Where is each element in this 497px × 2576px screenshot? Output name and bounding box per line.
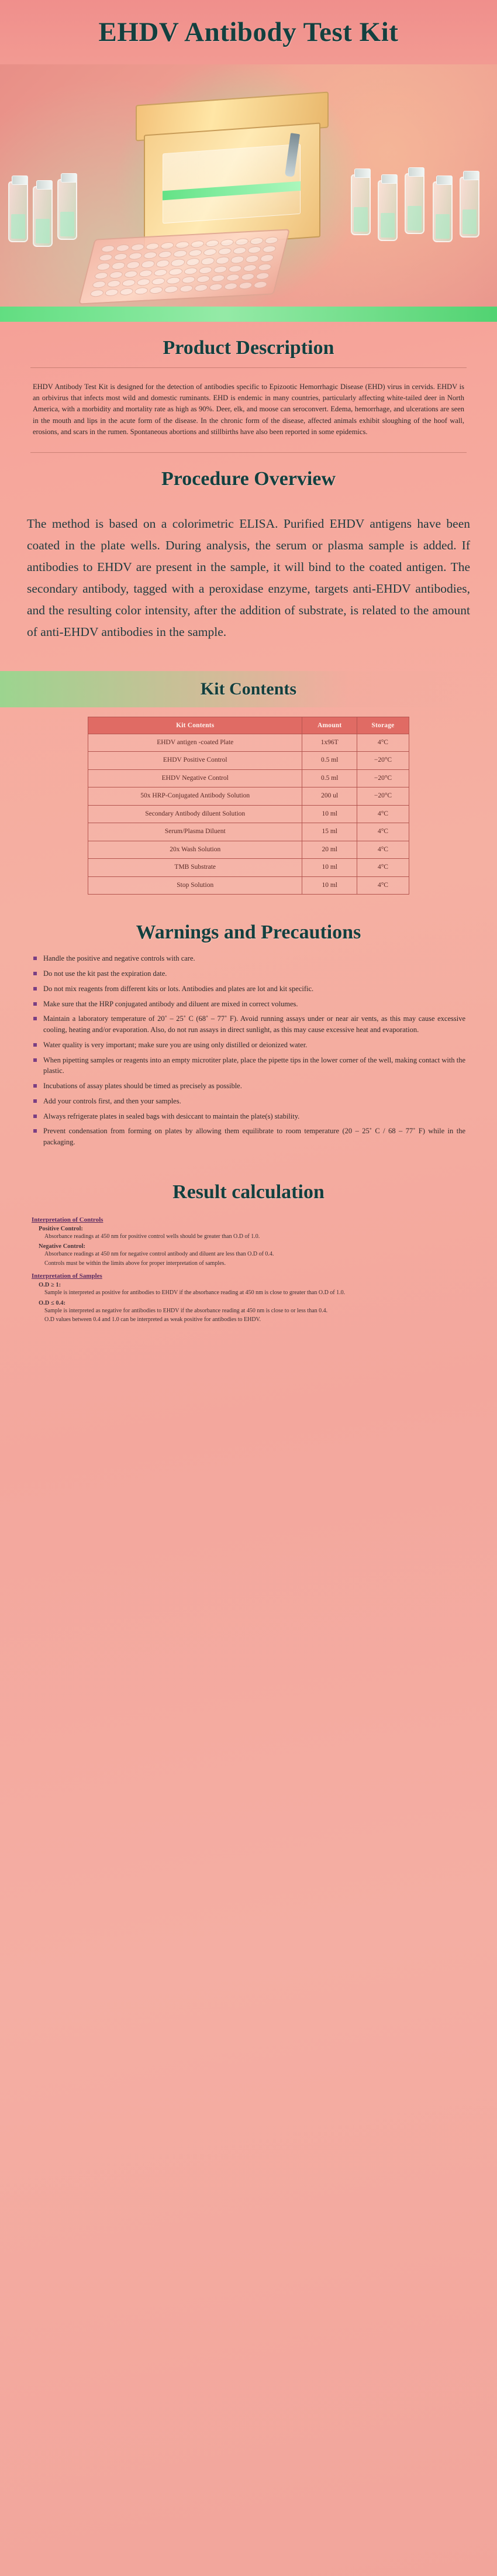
column-header-contents: Kit Contents bbox=[88, 717, 302, 734]
reagent-vial-icon bbox=[460, 177, 479, 238]
cell-amount: 10 ml bbox=[302, 876, 357, 895]
reagent-vial-icon bbox=[433, 181, 453, 242]
list-item: Do not use the kit past the expiration date. bbox=[32, 968, 465, 983]
kit-box-illustration bbox=[136, 91, 329, 251]
interpretation-of-controls-title: Interpretation of Controls bbox=[32, 1216, 103, 1223]
reagent-vial-icon bbox=[57, 179, 77, 240]
list-item: Prevent condensation from forming on plates by allowing them equilibrate to room temperature (20 – 25˚ C / 68 – 77˚ F) while in the packaging. bbox=[32, 1126, 465, 1152]
table-row bbox=[88, 805, 409, 823]
product-description-text: EHDV Antibody Test Kit is designed for the detection of antibodies specific to Epizootic Hemorrhagic Disease (EHD) virus in cervids. EHDV is an orbivirus that infects most wild and domestic ruminants. EHD is endemic in many countries, particularly affecting white-tailed deer in North America, with a morbidity and mortality rate as high as 90%. Deer, elk, and moose can seroconvert. Edema, hemorrhage, and ulcerations are seen in the mouth and lips in the acute form of the disease. In the chronic form of the disease, affected animals exhibit sloughing of the hoof wall, erosions, and scars in the rumen. Spontaneous abortions and stillbirths have also been reported in some epidemics. bbox=[33, 382, 464, 436]
cell-contents: 20x Wash Solution bbox=[88, 841, 302, 859]
list-item: Water quality is very important; make sure you are using only distilled or deionized water. bbox=[32, 1040, 465, 1055]
product-description-box bbox=[30, 367, 467, 453]
result-calculation-section bbox=[0, 1216, 497, 1350]
list-item: Maintain a laboratory temperature of 20˚ – 25˚ C (68˚ – 77˚ F). Avoid running assays under or near air vents, as this may cause excessive cooling, heating and/or evaporation. Also, do not run assays in direct sunlight, as this may cause excessive heat and evaporation. bbox=[32, 1013, 465, 1040]
cell-amount: 200 ul bbox=[302, 787, 357, 806]
list-item: Always refrigerate plates in sealed bags with desiccant to maintain the plate(s) stability. bbox=[32, 1111, 465, 1126]
cell-contents: EHDV Positive Control bbox=[88, 752, 302, 770]
table-row bbox=[88, 752, 409, 770]
cell-amount: 15 ml bbox=[302, 823, 357, 841]
list-item: Make sure that the HRP conjugated antibody and diluent are mixed in correct volumes. bbox=[32, 999, 465, 1014]
cell-storage: 4°C bbox=[357, 859, 409, 877]
result-calculation-heading: Result calculation bbox=[172, 1181, 325, 1203]
reagent-vial-icon bbox=[33, 186, 53, 247]
microtiter-plate-illustration bbox=[78, 229, 290, 304]
table-row bbox=[88, 823, 409, 841]
negative-control-label: Negative Control: bbox=[39, 1243, 85, 1250]
cell-amount: 10 ml bbox=[302, 859, 357, 877]
product-description-heading: Product Description bbox=[163, 337, 334, 359]
cell-amount: 0.5 ml bbox=[302, 769, 357, 787]
cell-storage: 4°C bbox=[357, 876, 409, 895]
procedure-overview-text: The method is based on a colorimetric ELISA. Purified EHDV antigens have been coated in the plate wells. During analysis, the serum or plasma sample is added. If antibodies to EHDV are present in the sample, it will bind to the coated antigen. The secondary antibody, tagged with a peroxidase enzyme, targets anti-EHDV antibodies, and the resulting color intensity, after the addition of substrate, is related to the amount of anti-EHDV antibodies in the sample. bbox=[27, 517, 470, 639]
cell-amount: 0.5 ml bbox=[302, 752, 357, 770]
reagent-vial-icon bbox=[378, 180, 398, 241]
table-row bbox=[88, 734, 409, 752]
list-item: When pipetting samples or reagents into an empty microtiter plate, place the pipette tips in the lower corner of the well, making contact with the plastic. bbox=[32, 1055, 465, 1081]
cell-storage: −20°C bbox=[357, 769, 409, 787]
table-row bbox=[88, 841, 409, 859]
positive-control-line: Absorbance readings at 450 nm for positive control wells should be greater than O.D of 1.0. bbox=[44, 1233, 260, 1240]
cell-contents: Stop Solution bbox=[88, 876, 302, 895]
title-band bbox=[0, 0, 497, 64]
list-item: Handle the positive and negative controls with care. bbox=[32, 953, 465, 968]
procedure-overview-heading: Procedure Overview bbox=[161, 467, 336, 490]
sample-negative-line-1: Sample is interpreted as negative for antibodies to EHDV if the absorbance reading at 450 nm is close to or less than 0.4. bbox=[44, 1307, 328, 1314]
plate-wells bbox=[89, 236, 279, 297]
cell-contents: EHDV antigen -coated Plate bbox=[88, 734, 302, 752]
kit-product-photo bbox=[0, 64, 497, 322]
column-header-storage: Storage bbox=[357, 717, 409, 734]
column-header-amount: Amount bbox=[302, 717, 357, 734]
table-row bbox=[88, 876, 409, 895]
table-row bbox=[88, 859, 409, 877]
list-item: Do not mix reagents from different kits or lots. Antibodies and plates are lot and kit specific. bbox=[32, 983, 465, 999]
cell-storage: 4°C bbox=[357, 823, 409, 841]
cell-contents: TMB Substrate bbox=[88, 859, 302, 877]
cell-contents: 50x HRP-Conjugated Antibody Solution bbox=[88, 787, 302, 806]
warnings-list bbox=[32, 953, 465, 1152]
interpretation-of-samples-title: Interpretation of Samples bbox=[32, 1272, 102, 1280]
negative-control-line-2: Controls must be within the limits above for proper interpretation of samples. bbox=[44, 1260, 226, 1267]
list-item: Incubations of assay plates should be timed as precisely as possible. bbox=[32, 1081, 465, 1096]
cell-contents: Serum/Plasma Diluent bbox=[88, 823, 302, 841]
cell-storage: 4°C bbox=[357, 734, 409, 752]
table-header-row bbox=[88, 717, 409, 734]
sample-positive-line: Sample is interpreted as positive for antibodies to EHDV if the absorbance reading at 450 nm is close to greater than O.D of 1.0. bbox=[44, 1289, 346, 1296]
cell-storage: 4°C bbox=[357, 841, 409, 859]
kit-contents-table bbox=[88, 717, 409, 895]
warnings-section bbox=[0, 952, 497, 1166]
kit-contents-section bbox=[0, 707, 497, 907]
sample-negative-line-2: O.D values between 0.4 and 1.0 can be interpreted as weak positive for antibodies to EHDV. bbox=[44, 1316, 261, 1323]
cell-amount: 1x96T bbox=[302, 734, 357, 752]
cell-contents: EHDV Negative Control bbox=[88, 769, 302, 787]
cell-contents: Secondary Antibody diluent Solution bbox=[88, 805, 302, 823]
reagent-vial-icon bbox=[351, 174, 371, 235]
table-row bbox=[88, 769, 409, 787]
warnings-heading: Warnings and Precautions bbox=[136, 921, 361, 944]
page-title: EHDV Antibody Test Kit bbox=[98, 17, 399, 47]
sample-negative-label: O.D ≤ 0.4: bbox=[39, 1299, 66, 1306]
table-row bbox=[88, 787, 409, 806]
negative-control-line-1: Absorbance readings at 450 nm for negative control antibody and diluent are less than O.D of 0.4. bbox=[44, 1251, 274, 1258]
reagent-vial-icon bbox=[8, 181, 28, 242]
list-item: Add your controls first, and then your samples. bbox=[32, 1096, 465, 1111]
cell-amount: 20 ml bbox=[302, 841, 357, 859]
positive-control-label: Positive Control: bbox=[39, 1225, 83, 1232]
product-description-section bbox=[0, 367, 497, 453]
green-divider-bar bbox=[0, 307, 497, 322]
sample-positive-label: O.D ≥ 1: bbox=[39, 1282, 61, 1289]
kit-contents-heading: Kit Contents bbox=[0, 671, 497, 707]
cell-amount: 10 ml bbox=[302, 805, 357, 823]
reagent-vial-icon bbox=[405, 173, 424, 234]
cell-storage: 4°C bbox=[357, 805, 409, 823]
cell-storage: −20°C bbox=[357, 787, 409, 806]
cell-storage: −20°C bbox=[357, 752, 409, 770]
